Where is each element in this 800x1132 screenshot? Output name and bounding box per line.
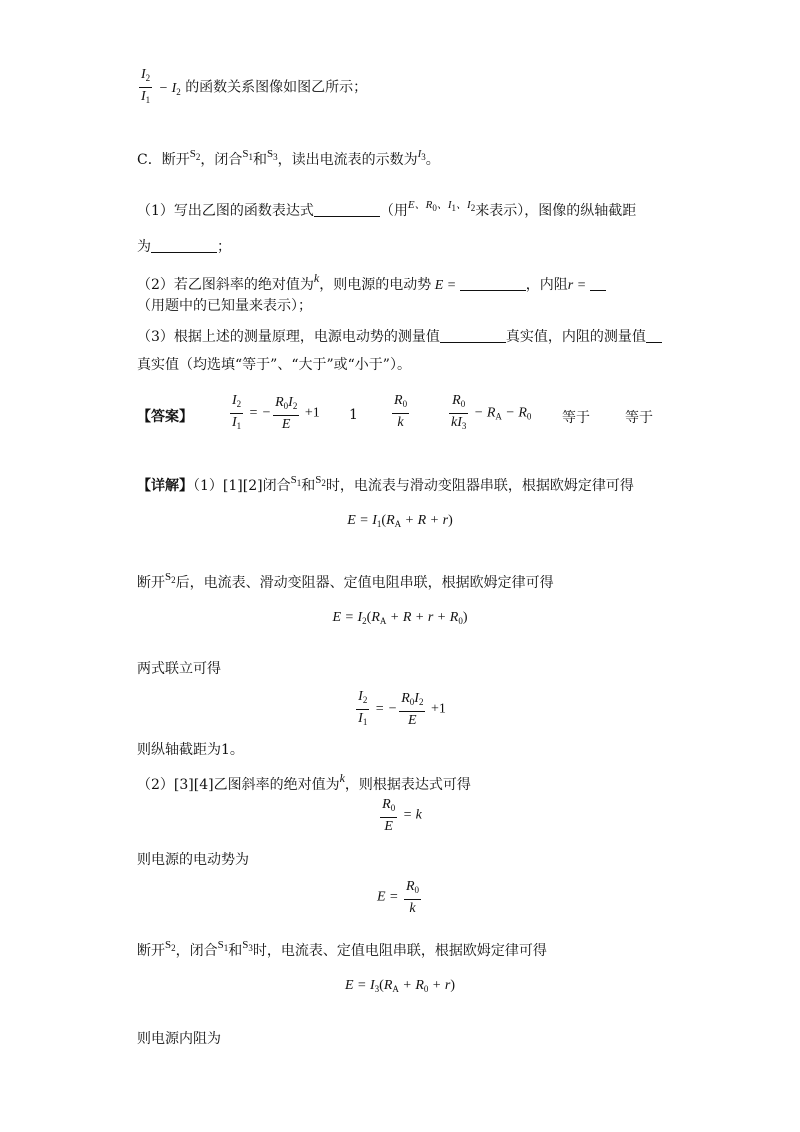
question-2: （2）若乙图斜率的绝对值为$^k$，则电源的电动势 E = ，内阻r =: [137, 268, 606, 296]
line-function-relation-text: 的函数关系图像如图乙所示；: [185, 79, 368, 96]
answer-3-expression: $\frac{R_0}{k}$: [394, 393, 408, 430]
equation-6: $E = I_3(R_A + R_0 + r)$: [345, 978, 455, 994]
answer-6: 等于: [625, 410, 653, 426]
equation-1: $E = I_1(R_A + R + r)$: [347, 513, 453, 529]
question-1-intercept: 为 ；: [137, 239, 231, 255]
equation-4: $\frac{R_0}{E}$ = k: [382, 797, 422, 834]
equation-5: E = $\frac{R_0}{k}$: [376, 879, 420, 916]
question-2-note: （用题中的已知量来表示）；: [137, 298, 312, 314]
answer-label: 【答案】: [137, 409, 193, 425]
answer-blank-5[interactable]: [440, 328, 506, 343]
answer-4-expression: $\frac{R_0}{kI_3}$ − $R_A - R_0$: [451, 393, 532, 431]
detail-p5: （2）[3][4]乙图斜率的绝对值为$^k$，则根据表达式可得: [137, 771, 471, 793]
line-function-relation: $\frac{I_2}{I_1}$ − $I_2$ 的函数关系图像如图乙所示；: [137, 66, 367, 109]
question-3-options: 真实值（均选填“等于”、“大于”或“小于”）。: [137, 357, 411, 373]
detail-p2: 断开$^{S_2}$后，电流表、滑动变阻器、定值电阻串联，根据欧姆定律可得: [137, 571, 554, 591]
answer-blank-4[interactable]: [590, 276, 606, 291]
detail-p4: 则纵轴截距为1。: [137, 742, 244, 758]
detail-p3: 两式联立可得: [137, 661, 221, 677]
equation-3: $\frac{I_2}{I_1}$ = − $\frac{R_0I_2}{E}$ +1: [358, 689, 446, 728]
fraction-i2-i1: $\frac{I_2}{I_1}$: [141, 67, 151, 105]
equation-2: $E = I_2(R_A + R + r + R_0)$: [332, 610, 468, 626]
answer-blank-6[interactable]: [646, 328, 662, 343]
detail-p7: 断开$^{S_2}$，闭合$^{S_1}$和$^{S_3}$时，电流表、定值电阻串联，根据欧姆定律可得: [137, 939, 547, 959]
answer-blank-3[interactable]: [460, 276, 526, 291]
detail-p1: 【详解】（1）[1][2]闭合$^{S_1}$和$^{S_2}$时，电流表与滑动变阻器串联，根据欧姆定律可得: [137, 474, 634, 494]
answer-1-expression: $\frac{I_2}{I_1}$ = − $\frac{R_0I_2}{E}$ +1: [232, 393, 320, 432]
question-1: （1）写出乙图的函数表达式 （用$^{E、R_0、I_1、I_2}$来表示），图像的纵轴截距: [137, 199, 637, 219]
answer-2: 1: [349, 407, 358, 423]
answer-blank-2[interactable]: [151, 238, 217, 253]
detail-p6: 则电源的电动势为: [137, 852, 249, 868]
question-3: （3）根据上述的测量原理，电源电动势的测量值 真实值，内阻的测量值: [137, 327, 662, 347]
detail-p8: 则电源内阻为: [137, 1031, 221, 1047]
answer-5: 等于: [562, 410, 590, 426]
answer-blank-1[interactable]: [314, 202, 380, 217]
step-c: C．断开$^{S_2}$，闭合$^{S_1}$和$^{S_3}$，读出电流表的示数为$^{I_3}$。: [137, 148, 440, 168]
